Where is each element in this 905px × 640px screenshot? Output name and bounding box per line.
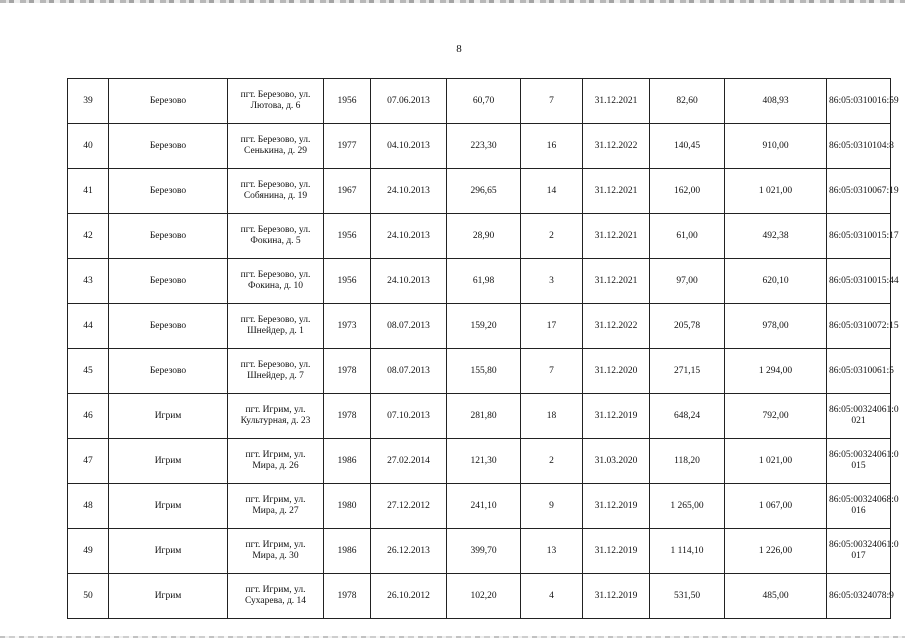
cadastral-number-cell: 86:05:0310015:17 xyxy=(827,214,891,259)
settlement-cell: Березово xyxy=(109,79,228,124)
address-line-2: Мира, д. 30 xyxy=(252,551,299,561)
scan-edge-bottom xyxy=(0,636,905,638)
area2-cell: 1 114,10 xyxy=(650,529,725,574)
area2-cell: 61,00 xyxy=(650,214,725,259)
land-area-cell: 1 294,00 xyxy=(725,349,827,394)
area2-cell: 140,45 xyxy=(650,124,725,169)
land-area-cell: 1 067,00 xyxy=(725,484,827,529)
settlement-cell: Игрим xyxy=(109,484,228,529)
table-row xyxy=(68,349,891,394)
address-cell xyxy=(228,214,324,259)
address-line-2: Фокина, д. 10 xyxy=(247,281,304,291)
address-line-1: пгт. Березово, ул. xyxy=(240,315,311,325)
year-built-cell: 1973 xyxy=(324,304,371,349)
area2-cell: 1 265,00 xyxy=(650,484,725,529)
address-line-2: Шнейдер, д. 1 xyxy=(247,326,304,336)
area2-cell: 648,24 xyxy=(650,394,725,439)
year-built-cell: 1980 xyxy=(324,484,371,529)
table-row xyxy=(68,529,891,574)
address-line-1: пгт. Березово, ул. xyxy=(240,180,311,190)
settlement-cell: Березово xyxy=(109,259,228,304)
area-cell: 28,90 xyxy=(447,214,521,259)
recognition-date-cell: 04.10.2013 xyxy=(371,124,447,169)
page-number: 8 xyxy=(456,43,462,55)
address-line-2: Сенькина, д. 29 xyxy=(244,146,307,156)
year-built-cell: 1978 xyxy=(324,574,371,619)
cadastral-number-cell: 86:05:0310072:15 xyxy=(827,304,891,349)
address-cell xyxy=(228,169,324,214)
residents-cell: 16 xyxy=(521,124,583,169)
residents-cell: 2 xyxy=(521,439,583,484)
residents-cell: 17 xyxy=(521,304,583,349)
settlement-cell: Игрим xyxy=(109,574,228,619)
area-cell: 296,65 xyxy=(447,169,521,214)
cadastral-number-cell: 86:05:0324078:9 xyxy=(827,574,891,619)
row-number-cell: 47 xyxy=(68,439,109,484)
scan-edge-top xyxy=(0,0,905,3)
area-cell: 60,70 xyxy=(447,79,521,124)
year-built-cell: 1978 xyxy=(324,349,371,394)
housing-registry-table xyxy=(67,78,899,619)
table-row xyxy=(68,394,891,439)
cadastral-number-cell: 86:05:0310104:8 xyxy=(827,124,891,169)
area-cell: 102,20 xyxy=(447,574,521,619)
settlement-cell: Березово xyxy=(109,349,228,394)
table-row xyxy=(68,214,891,259)
address-cell xyxy=(228,574,324,619)
row-number-cell: 42 xyxy=(68,214,109,259)
deadline-cell: 31.12.2021 xyxy=(583,214,650,259)
address-cell xyxy=(228,484,324,529)
deadline-cell: 31.12.2021 xyxy=(583,79,650,124)
table-row xyxy=(68,259,891,304)
year-built-cell: 1986 xyxy=(324,439,371,484)
settlement-cell: Березово xyxy=(109,214,228,259)
residents-cell: 4 xyxy=(521,574,583,619)
settlement-cell: Игрим xyxy=(109,529,228,574)
address-cell xyxy=(228,394,324,439)
deadline-cell: 31.12.2019 xyxy=(583,574,650,619)
area2-cell: 271,15 xyxy=(650,349,725,394)
table-row xyxy=(68,484,891,529)
cadastral-number-cell: 86:05:0310016:59 xyxy=(827,79,891,124)
area2-cell: 162,00 xyxy=(650,169,725,214)
cadastral-number-cell: 86:05:0310067:19 xyxy=(827,169,891,214)
settlement-cell: Березово xyxy=(109,169,228,214)
area-cell: 241,10 xyxy=(447,484,521,529)
residents-cell: 2 xyxy=(521,214,583,259)
address-line-1: пгт. Березово, ул. xyxy=(240,360,311,370)
year-built-cell: 1956 xyxy=(324,214,371,259)
residents-cell: 7 xyxy=(521,79,583,124)
area-cell: 159,20 xyxy=(447,304,521,349)
recognition-date-cell: 26.10.2012 xyxy=(371,574,447,619)
table-row xyxy=(68,124,891,169)
deadline-cell: 31.12.2020 xyxy=(583,349,650,394)
recognition-date-cell: 07.06.2013 xyxy=(371,79,447,124)
area2-cell: 531,50 xyxy=(650,574,725,619)
table-row xyxy=(68,304,891,349)
row-number-cell: 45 xyxy=(68,349,109,394)
address-cell xyxy=(228,439,324,484)
land-area-cell: 492,38 xyxy=(725,214,827,259)
settlement-cell: Березово xyxy=(109,124,228,169)
deadline-cell: 31.03.2020 xyxy=(583,439,650,484)
year-built-cell: 1977 xyxy=(324,124,371,169)
recognition-date-cell: 08.07.2013 xyxy=(371,304,447,349)
cadastral-number-cell: 86:05:00324061:0 021 xyxy=(827,394,891,439)
cadastral-number-cell: 86:05:0310015:44 xyxy=(827,259,891,304)
recognition-date-cell: 08.07.2013 xyxy=(371,349,447,394)
year-built-cell: 1967 xyxy=(324,169,371,214)
row-number-cell: 50 xyxy=(68,574,109,619)
address-line-1: пгт. Игрим, ул. xyxy=(245,585,306,595)
land-area-cell: 792,00 xyxy=(725,394,827,439)
table-row xyxy=(68,574,891,619)
land-area-cell: 1 021,00 xyxy=(725,169,827,214)
address-cell xyxy=(228,79,324,124)
address-line-2: Сухарева, д. 14 xyxy=(244,596,307,606)
address-line-2: Собянина, д. 19 xyxy=(243,191,308,201)
recognition-date-cell: 26.12.2013 xyxy=(371,529,447,574)
land-area-cell: 978,00 xyxy=(725,304,827,349)
cadastral-number-cell: 86:05:00324061:0 017 xyxy=(827,529,891,574)
settlement-cell: Березово xyxy=(109,304,228,349)
address-line-2: Фокина, д. 5 xyxy=(250,236,301,246)
area2-cell: 118,20 xyxy=(650,439,725,484)
residents-cell: 9 xyxy=(521,484,583,529)
area-cell: 61,98 xyxy=(447,259,521,304)
address-line-1: пгт. Березово, ул. xyxy=(240,225,311,235)
address-cell xyxy=(228,304,324,349)
recognition-date-cell: 27.12.2012 xyxy=(371,484,447,529)
area2-cell: 205,78 xyxy=(650,304,725,349)
address-line-2: Мира, д. 27 xyxy=(252,506,299,516)
area-cell: 223,30 xyxy=(447,124,521,169)
address-cell xyxy=(228,529,324,574)
deadline-cell: 31.12.2019 xyxy=(583,529,650,574)
address-line-1: пгт. Игрим, ул. xyxy=(245,495,306,505)
land-area-cell: 1 021,00 xyxy=(725,439,827,484)
area-cell: 121,30 xyxy=(447,439,521,484)
cadastral-number-cell: 86:05:0310061:5 xyxy=(827,349,891,394)
table-row xyxy=(68,169,891,214)
recognition-date-cell: 24.10.2013 xyxy=(371,214,447,259)
address-line-1: пгт. Березово, ул. xyxy=(240,135,311,145)
residents-cell: 3 xyxy=(521,259,583,304)
address-cell xyxy=(228,124,324,169)
address-cell xyxy=(228,349,324,394)
recognition-date-cell: 07.10.2013 xyxy=(371,394,447,439)
deadline-cell: 31.12.2019 xyxy=(583,484,650,529)
year-built-cell: 1978 xyxy=(324,394,371,439)
land-area-cell: 408,93 xyxy=(725,79,827,124)
residents-cell: 13 xyxy=(521,529,583,574)
row-number-cell: 44 xyxy=(68,304,109,349)
residents-cell: 18 xyxy=(521,394,583,439)
deadline-cell: 31.12.2022 xyxy=(583,304,650,349)
settlement-cell: Игрим xyxy=(109,439,228,484)
land-area-cell: 1 226,00 xyxy=(725,529,827,574)
address-line-1: пгт. Игрим, ул. xyxy=(245,540,306,550)
area2-cell: 82,60 xyxy=(650,79,725,124)
area-cell: 399,70 xyxy=(447,529,521,574)
row-number-cell: 46 xyxy=(68,394,109,439)
row-number-cell: 40 xyxy=(68,124,109,169)
address-line-2: Шнейдер, д. 7 xyxy=(247,371,304,381)
row-number-cell: 43 xyxy=(68,259,109,304)
year-built-cell: 1956 xyxy=(324,259,371,304)
row-number-cell: 39 xyxy=(68,79,109,124)
recognition-date-cell: 24.10.2013 xyxy=(371,259,447,304)
year-built-cell: 1986 xyxy=(324,529,371,574)
land-area-cell: 910,00 xyxy=(725,124,827,169)
address-line-1: пгт. Игрим, ул. xyxy=(245,450,306,460)
row-number-cell: 48 xyxy=(68,484,109,529)
cadastral-number-cell: 86:05:00324068:0 016 xyxy=(827,484,891,529)
area-cell: 155,80 xyxy=(447,349,521,394)
year-built-cell: 1956 xyxy=(324,79,371,124)
land-area-cell: 620,10 xyxy=(725,259,827,304)
deadline-cell: 31.12.2019 xyxy=(583,394,650,439)
residents-cell: 7 xyxy=(521,349,583,394)
residents-cell: 14 xyxy=(521,169,583,214)
deadline-cell: 31.12.2021 xyxy=(583,259,650,304)
cadastral-number-cell: 86:05:00324061:0 015 xyxy=(827,439,891,484)
address-line-2: Лютова, д. 6 xyxy=(250,101,301,111)
address-line-1: пгт. Березово, ул. xyxy=(240,270,311,280)
table-row xyxy=(68,79,891,124)
address-line-2: Культурная, д. 23 xyxy=(240,416,311,426)
area2-cell: 97,00 xyxy=(650,259,725,304)
settlement-cell: Игрим xyxy=(109,394,228,439)
deadline-cell: 31.12.2021 xyxy=(583,169,650,214)
address-line-1: пгт. Березово, ул. xyxy=(240,90,311,100)
table-row xyxy=(68,439,891,484)
address-cell xyxy=(228,259,324,304)
address-line-2: Мира, д. 26 xyxy=(252,461,299,471)
deadline-cell: 31.12.2022 xyxy=(583,124,650,169)
address-line-1: пгт. Игрим, ул. xyxy=(245,405,306,415)
recognition-date-cell: 27.02.2014 xyxy=(371,439,447,484)
area-cell: 281,80 xyxy=(447,394,521,439)
land-area-cell: 485,00 xyxy=(725,574,827,619)
recognition-date-cell: 24.10.2013 xyxy=(371,169,447,214)
row-number-cell: 49 xyxy=(68,529,109,574)
row-number-cell: 41 xyxy=(68,169,109,214)
